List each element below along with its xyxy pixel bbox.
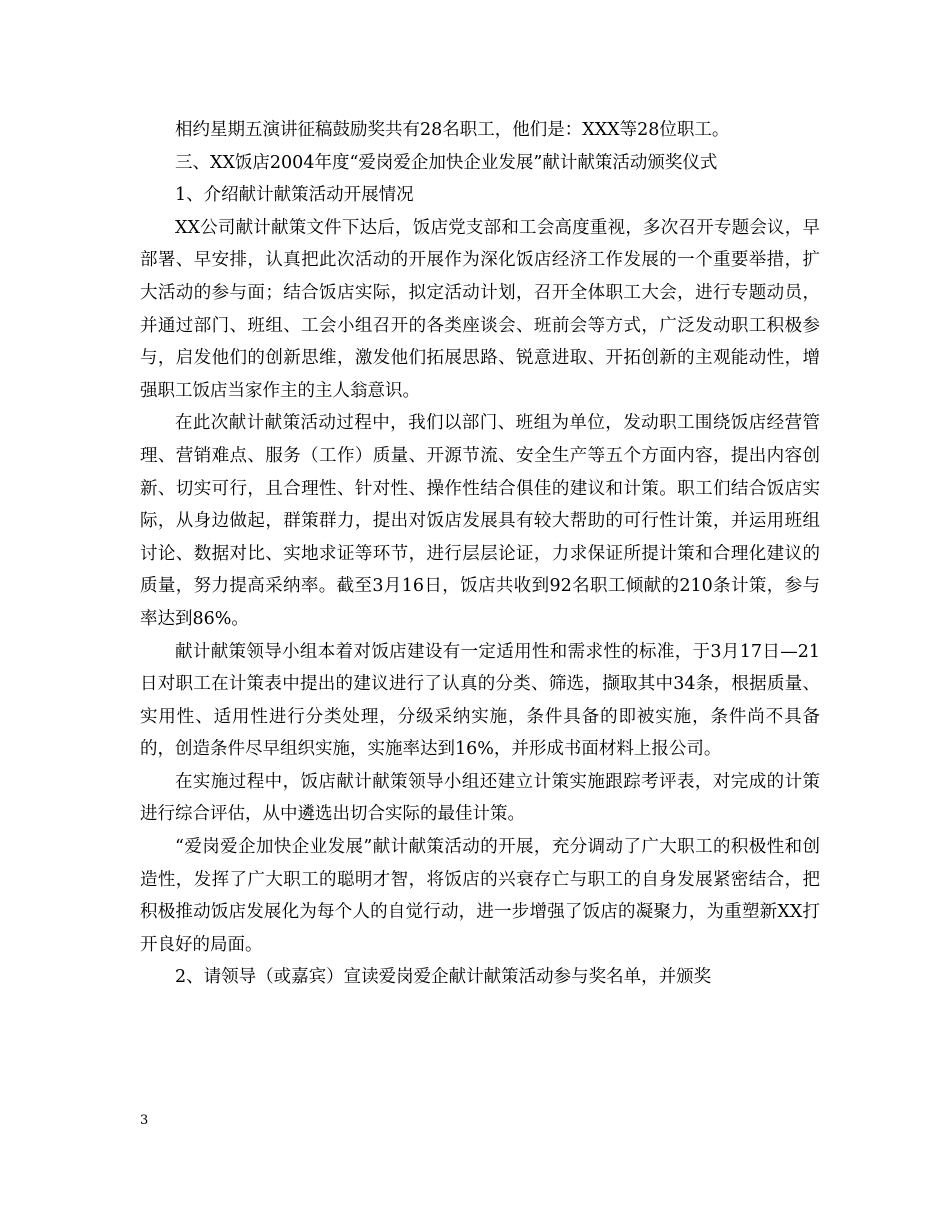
section-heading-award-ceremony: 三、XX饭店2004年度“爱岗爱企加快企业发展”献计献策活动颁奖仪式: [175, 152, 718, 173]
subheading-award-list: 2、请领导（或嘉宾）宣读爱岗爱企献计献策活动参与奖名单，并颁奖: [175, 967, 712, 988]
paragraph-encouragement-award: 相约星期五演讲征稿鼓励奖共有28名职工，他们是：XXX等28位职工。: [175, 120, 730, 140]
subheading-activity-overview: 1、介绍献计献策活动开展情况: [175, 185, 414, 206]
paragraph-evaluation: 在实施过程中，饭店献计献策领导小组还建立计策实施跟踪考评表，对完成的计策进行综合评估，从中遴选出切合实际的最佳计策。: [140, 771, 820, 825]
paragraph-selection: 献计献策领导小组本着对饭店建设有一定适用性和需求性的标准，于3月17日—21日对职工在计策表中提出的建议进行了认真的分类、筛选，撷取其中34条，根据质量、实用性、适用性进行分类处理，分级采纳实施，条件具备的即被实施，条件尚不具备的，创造条件尽早组织实施，实施率达到16%，并形成书面材料上报公司。: [140, 641, 820, 760]
page-number: 3: [140, 1113, 149, 1128]
document-body: [140, 114, 820, 994]
paragraph-activity-launch: XX公司献计献策文件下达后，饭店党支部和工会高度重视，多次召开专题会议，早部署、早安排，认真把此次活动的开展作为深化饭店经济工作发展的一个重要举措，扩大活动的参与面；结合饭店实际，拟定活动计划，召开全体职工大会，进行专题动员，并通过部门、班组、工会小组召开的各类座谈会、班前会等方式，广泛发动职工积极参与，启发他们的创新思维，激发他们拓展思路、锐意进取、开拓创新的主观能动性，增强职工饭店当家作主的主人翁意识。: [140, 217, 820, 401]
paragraph-results: “爱岗爱企加快企业发展”献计献策活动的开展，充分调动了广大职工的积极性和创造性，发挥了广大职工的聪明才智，将饭店的兴衰存亡与职工的自身发展紧密结合，把积极推动饭店发展化为每个人的自觉行动，进一步增强了饭店的凝聚力，为重塑新XX打开良好的局面。: [140, 837, 820, 955]
paragraph-activity-process: 在此次献计献策活动过程中，我们以部门、班组为单位，发动职工围绕饭店经营管理、营销难点、服务（工作）质量、开源节流、安全生产等五个方面内容，提出内容创新、切实可行，且合理性、针对性、操作性结合俱佳的建议和计策。职工们结合饭店实际，从身边做起，群策群力，提出对饭店发展具有较大帮助的可行性计策，并运用班组讨论、数据对比、实地求证等环节，进行层层论证，力求保证所提计策和合理化建议的质量，努力提高采纳率。截至3月16日，饭店共收到92名职工倾献的210条计策，参与率达到86%。: [140, 413, 820, 629]
